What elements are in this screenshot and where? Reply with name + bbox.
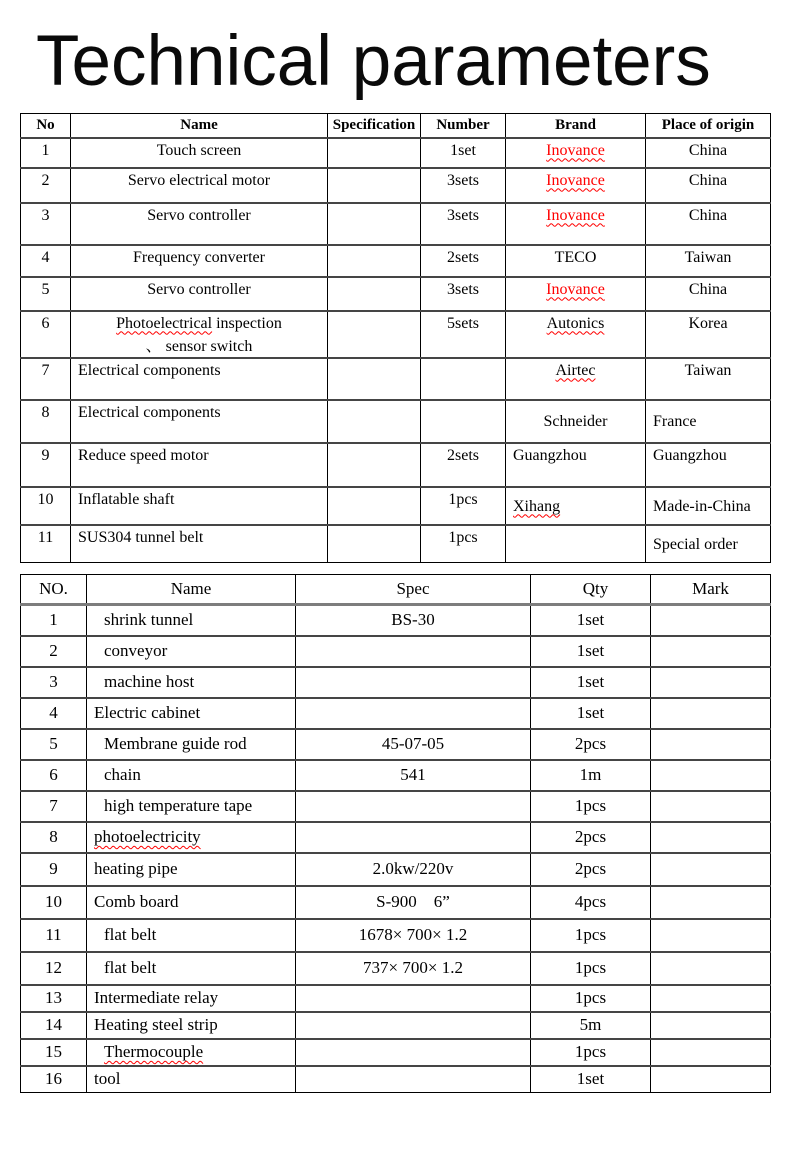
cell-brand: Guangzhou (506, 443, 646, 487)
cell-name: chain (87, 760, 296, 791)
cell-no: 14 (21, 1012, 87, 1039)
cell-spec (328, 358, 421, 400)
cell-number: 1pcs (421, 525, 506, 563)
misspelled-brand-text: Inovance (546, 171, 605, 189)
table-row (21, 487, 771, 525)
cell-name: flat belt (87, 919, 296, 952)
cell-brand (506, 311, 646, 358)
column-header-specification: Specification (328, 114, 421, 138)
table-row (21, 525, 771, 563)
cell-origin: France (646, 400, 771, 443)
cell-spec: BS-30 (296, 605, 531, 636)
cell-qty: 1set (531, 1066, 651, 1093)
cell-spec: 737× 700× 1.2 (296, 952, 531, 985)
cell-number: 3sets (421, 277, 506, 311)
cell-name: Servo controller (71, 277, 328, 311)
cell-name (71, 311, 328, 358)
cell-no: 3 (21, 203, 71, 245)
misspelled-brand-text: Inovance (546, 206, 605, 224)
cell-spec (328, 138, 421, 168)
cell-no: 8 (21, 400, 71, 443)
table-row (21, 985, 771, 1012)
cell-spec (296, 1039, 531, 1066)
cell-no: 4 (21, 245, 71, 277)
cell-spec (296, 985, 531, 1012)
cell-name: Servo electrical motor (71, 168, 328, 203)
cell-spec (296, 822, 531, 853)
cell-no: 7 (21, 791, 87, 822)
column-header-name: Name (71, 114, 328, 138)
cell-qty: 1pcs (531, 952, 651, 985)
table-row (21, 245, 771, 277)
cell-spec (296, 667, 531, 698)
cell-spec (296, 636, 531, 667)
cell-spec (328, 443, 421, 487)
cell-mark (651, 822, 771, 853)
cell-mark (651, 1039, 771, 1066)
cell-spec: 541 (296, 760, 531, 791)
table-row (21, 138, 771, 168)
cell-brand (506, 277, 646, 311)
cell-name: Intermediate relay (87, 985, 296, 1012)
table-row (21, 277, 771, 311)
cell-name: tool (87, 1066, 296, 1093)
cell-spec: 2.0kw/220v (296, 853, 531, 886)
cell-name: Membrane guide rod (87, 729, 296, 760)
cell-name: Reduce speed motor (71, 443, 328, 487)
cell-no: 8 (21, 822, 87, 853)
column-header-name: Name (87, 575, 296, 605)
table-row (21, 853, 771, 886)
table-row (21, 1039, 771, 1066)
cell-no: 7 (21, 358, 71, 400)
cell-name: flat belt (87, 952, 296, 985)
column-header-number: Number (421, 114, 506, 138)
cell-number (421, 358, 506, 400)
misspelled-brand-text: Xihang (513, 497, 561, 515)
table-row (21, 400, 771, 443)
cell-no: 4 (21, 698, 87, 729)
cell-brand (506, 525, 646, 563)
cell-qty: 1pcs (531, 1039, 651, 1066)
cell-name: Electrical components (71, 400, 328, 443)
table-header-row (21, 575, 771, 605)
cell-origin: China (646, 168, 771, 203)
cell-mark (651, 919, 771, 952)
cell-name: Comb board (87, 886, 296, 919)
table-row (21, 358, 771, 400)
cell-no: 11 (21, 525, 71, 563)
cell-mark (651, 985, 771, 1012)
cell-number: 5sets (421, 311, 506, 358)
cell-name: Touch screen (71, 138, 328, 168)
cell-no: 9 (21, 853, 87, 886)
cell-name: high temperature tape (87, 791, 296, 822)
page-title: Technical parameters (36, 22, 711, 101)
cell-name: Servo controller (71, 203, 328, 245)
misspelled-brand-text: Inovance (546, 141, 605, 159)
name-line1 (77, 315, 321, 333)
cell-name: Frequency converter (71, 245, 328, 277)
table-row (21, 729, 771, 760)
table-row (21, 636, 771, 667)
cell-number: 1set (421, 138, 506, 168)
cell-name: machine host (87, 667, 296, 698)
cell-number (421, 400, 506, 443)
cell-name: conveyor (87, 636, 296, 667)
column-header-no: NO. (21, 575, 87, 605)
cell-brand (506, 203, 646, 245)
name-line2: 、 sensor switch (145, 337, 253, 355)
cell-mark (651, 636, 771, 667)
cell-no: 6 (21, 311, 71, 358)
cell-no: 2 (21, 168, 71, 203)
cell-no: 10 (21, 886, 87, 919)
cell-spec (328, 203, 421, 245)
cell-name: Electric cabinet (87, 698, 296, 729)
cell-no: 11 (21, 919, 87, 952)
cell-no: 1 (21, 138, 71, 168)
cell-mark (651, 698, 771, 729)
cell-no: 1 (21, 605, 87, 636)
table-header-row (21, 114, 771, 138)
cell-name: SUS304 tunnel belt (71, 525, 328, 563)
cell-spec: S-900 6” (296, 886, 531, 919)
cell-qty: 1set (531, 605, 651, 636)
table-row (21, 1012, 771, 1039)
cell-no: 13 (21, 985, 87, 1012)
cell-mark (651, 952, 771, 985)
column-header-qty: Qty (531, 575, 651, 605)
cell-number: 2sets (421, 245, 506, 277)
table-row (21, 791, 771, 822)
cell-no: 3 (21, 667, 87, 698)
misspelled-brand-text: Autonics (546, 314, 605, 332)
cell-brand (506, 138, 646, 168)
cell-mark (651, 605, 771, 636)
column-header-spec: Spec (296, 575, 531, 605)
table-row (21, 168, 771, 203)
cell-qty: 1pcs (531, 985, 651, 1012)
cell-no: 15 (21, 1039, 87, 1066)
cell-mark (651, 886, 771, 919)
cell-qty: 1set (531, 636, 651, 667)
cell-brand: Schneider (506, 400, 646, 443)
cell-qty: 1set (531, 667, 651, 698)
cell-name: heating pipe (87, 853, 296, 886)
cell-origin: Taiwan (646, 358, 771, 400)
column-header-origin: Place of origin (646, 114, 771, 138)
cell-spec (296, 698, 531, 729)
name-text: inspection (216, 314, 282, 332)
table-row (21, 822, 771, 853)
cell-no: 16 (21, 1066, 87, 1093)
cell-origin: China (646, 277, 771, 311)
cell-spec (296, 1012, 531, 1039)
table-row (21, 760, 771, 791)
cell-name (87, 822, 296, 853)
cell-no: 10 (21, 487, 71, 525)
cell-qty: 2pcs (531, 729, 651, 760)
table-row (21, 667, 771, 698)
cell-origin: China (646, 203, 771, 245)
column-header-no: No (21, 114, 71, 138)
cell-spec (328, 168, 421, 203)
cell-no: 2 (21, 636, 87, 667)
table-row (21, 443, 771, 487)
cell-brand (506, 358, 646, 400)
table-row (21, 311, 771, 358)
cell-qty: 1pcs (531, 791, 651, 822)
cell-mark (651, 1066, 771, 1093)
cell-number: 1pcs (421, 487, 506, 525)
cell-origin: Guangzhou (646, 443, 771, 487)
cell-spec (328, 400, 421, 443)
cell-number: 3sets (421, 203, 506, 245)
misspelled-word: Photoelectrical (116, 314, 213, 332)
column-header-mark: Mark (651, 575, 771, 605)
parts-table (20, 574, 771, 1093)
cell-origin: Special order (646, 525, 771, 563)
cell-brand (506, 487, 646, 525)
cell-name: shrink tunnel (87, 605, 296, 636)
cell-number: 2sets (421, 443, 506, 487)
cell-spec (328, 487, 421, 525)
cell-mark (651, 853, 771, 886)
cell-spec: 1678× 700× 1.2 (296, 919, 531, 952)
cell-origin: Made-in-China (646, 487, 771, 525)
cell-mark (651, 729, 771, 760)
components-table (20, 113, 771, 563)
cell-spec (328, 245, 421, 277)
table-row (21, 698, 771, 729)
table-row (21, 952, 771, 985)
cell-mark (651, 791, 771, 822)
cell-no: 5 (21, 277, 71, 311)
cell-mark (651, 667, 771, 698)
cell-spec (328, 277, 421, 311)
misspelled-word: photoelectricity (94, 827, 201, 846)
cell-name: Heating steel strip (87, 1012, 296, 1039)
cell-no: 5 (21, 729, 87, 760)
cell-qty: 2pcs (531, 853, 651, 886)
cell-number: 3sets (421, 168, 506, 203)
table-row (21, 886, 771, 919)
cell-qty: 1pcs (531, 919, 651, 952)
table-row (21, 1066, 771, 1093)
cell-mark (651, 760, 771, 791)
cell-no: 9 (21, 443, 71, 487)
table-row (21, 605, 771, 636)
cell-origin: Korea (646, 311, 771, 358)
cell-spec (296, 791, 531, 822)
cell-origin: China (646, 138, 771, 168)
table-row (21, 203, 771, 245)
cell-spec (328, 311, 421, 358)
table-row (21, 919, 771, 952)
cell-name (87, 1039, 296, 1066)
cell-spec (296, 1066, 531, 1093)
misspelled-brand-text: Inovance (546, 280, 605, 298)
misspelled-word: Thermocouple (104, 1042, 204, 1061)
cell-qty: 2pcs (531, 822, 651, 853)
cell-qty: 4pcs (531, 886, 651, 919)
cell-brand: TECO (506, 245, 646, 277)
cell-name: Electrical components (71, 358, 328, 400)
cell-qty: 1m (531, 760, 651, 791)
column-header-brand: Brand (506, 114, 646, 138)
cell-qty: 5m (531, 1012, 651, 1039)
cell-no: 12 (21, 952, 87, 985)
cell-origin: Taiwan (646, 245, 771, 277)
cell-spec: 45-07-05 (296, 729, 531, 760)
cell-no: 6 (21, 760, 87, 791)
misspelled-brand-text: Airtec (555, 361, 596, 379)
cell-mark (651, 1012, 771, 1039)
cell-spec (328, 525, 421, 563)
cell-brand (506, 168, 646, 203)
cell-name: Inflatable shaft (71, 487, 328, 525)
cell-qty: 1set (531, 698, 651, 729)
